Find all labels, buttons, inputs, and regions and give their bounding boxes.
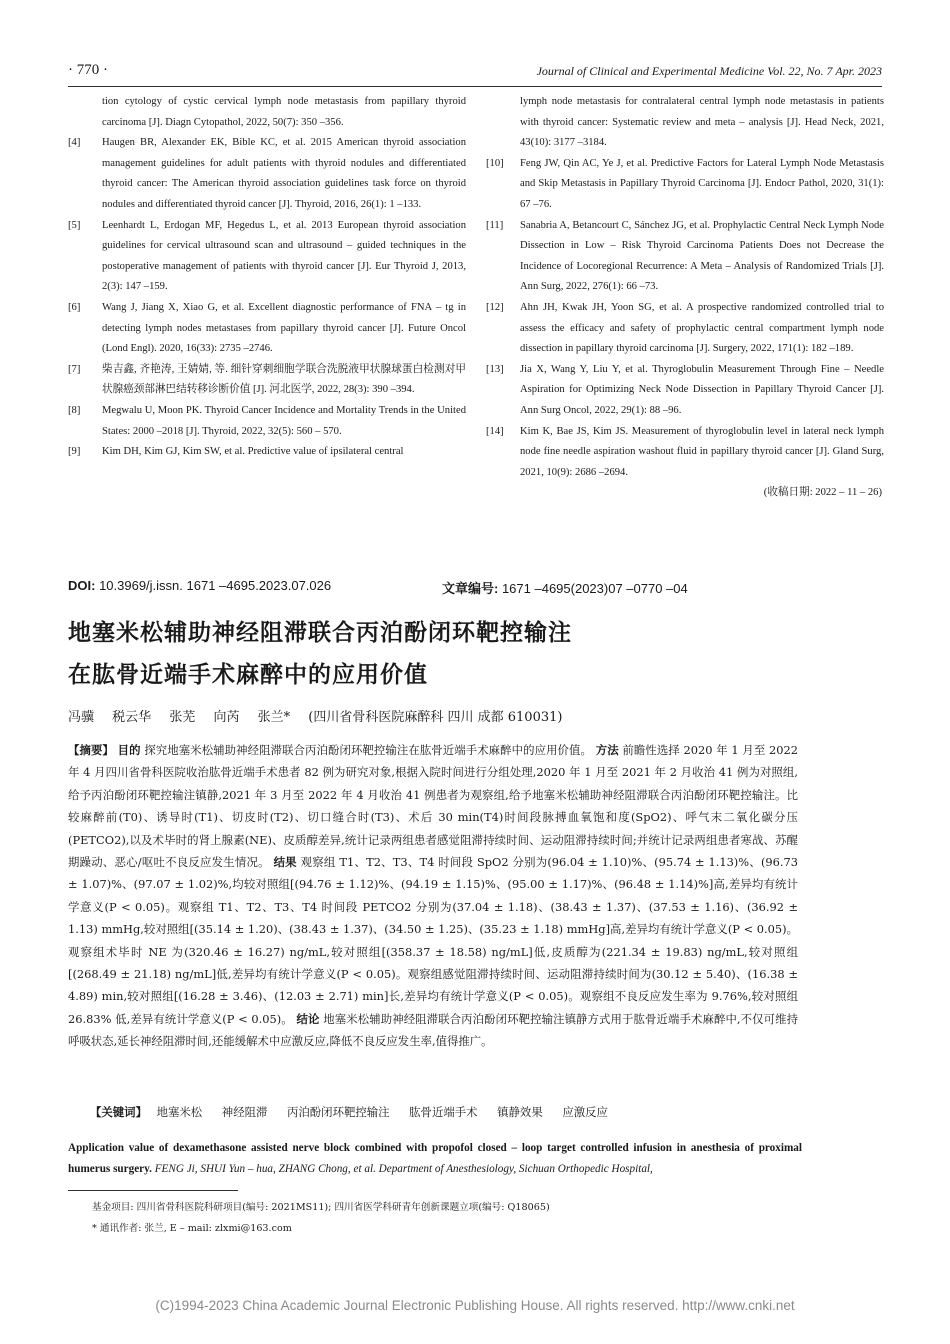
references-right-column [486, 92, 884, 504]
reference-item: lymph node metastasis for contralateral central lymph node metastasis in patients with thyroid cancer: Systematic review and meta – analysis [J]. Head Neck, 2021, 43(10): 3177 –3184. [520, 96, 884, 149]
author: 张芜 [169, 710, 196, 725]
reference-item: [10] Feng JW, Qin AC, Ye J, et al. Predictive Factors for Lateral Lymph Node Metastasis and Skip Metastasis in Papillary Thyroid Carcinoma [J]. Endocr Pathol, 2020, 31(1): 67 –76. [486, 157, 884, 210]
journal-citation: Journal of Clinical and Experimental Medicine Vol. 22, No. 7 Apr. 2023 [536, 64, 882, 78]
references-left-column [68, 92, 466, 463]
abstract [68, 739, 798, 1053]
author: 税云华 [112, 710, 152, 725]
reference-item: [7] 柴吉鑫, 齐艳涛, 王婧婧, 等. 细针穿刺细胞学联合洗脱液甲状腺球蛋白检测对甲状腺癌颈部淋巴结转移诊断价值 [J]. 河北医学, 2022, 28(3): 390 –394. [68, 363, 466, 396]
keyword: 地塞米松 [156, 1105, 203, 1119]
title-line: 在肱骨近端手术麻醉中的应用价值 [68, 662, 428, 688]
header-rule [68, 86, 882, 87]
article-title [68, 612, 882, 696]
reference-item: [12] Ahn JH, Kwak JH, Yoon SG, et al. A prospective randomized controlled trial to assess the efficacy and safety of prophylactic central compartment lymph node dissection in papillary thyroid carcinoma [J]. Surgery, 2022, 171(1): 182 –189. [486, 301, 884, 355]
copyright-watermark: (C)1994-2023 China Academic Journal Electronic Publishing House. All rights reserved. http://www.cnki.net [155, 1298, 795, 1313]
objective-label: 目的 [117, 743, 141, 757]
objective-text: 探究地塞米松辅助神经阻滞联合丙泊酚闭环靶控输注在肱骨近端手术麻醉中的应用价值。 [144, 743, 592, 757]
reference-item: [4] Haugen BR, Alexander EK, Bible KC, et al. 2015 American thyroid association management guidelines for adult patients with thyroid nodules and differentiated thyroid cancer: The American thyroid association guidelines task force on thyroid nodules and differentiated thyroid cancer [J]. Thyroid, 2016, 26(1): 1 –133. [68, 137, 466, 210]
methods-label: 方法 [595, 743, 619, 757]
reference-item: tion cytology of cystic cervical lymph node metastasis from papillary thyroid carcinoma [J]. Diagn Cytopathol, 2022, 50(7): 350 –356. [102, 96, 466, 128]
page-number: · 770 · [68, 62, 108, 78]
keywords [90, 1104, 624, 1120]
methods-text: 前瞻性选择 2020 年 1 月至 2022 年 4 月四川省骨科医院收治肱骨近端手术患者 82 例为研究对象,根据入院时间进行分组处理,2020 年 1 月至 2021 年 2 月收治 41 例为对照组,给予丙泊酚闭环靶控输注镇静,2021 年 3 月至 2022 年 4 月收治 41 例患者为观察组,给予地塞米松辅助神经阻滞联合丙泊酚闭环靶控输注。比较麻醉前(T0)、诱导时(T1)、切皮时(T2)、切口缝合时(T3)、术后 30 min(T4)时间段脉搏血氧饱和度(SpO2)、呼气末二氧化碳分压(PETCO2),以及术毕时的肾上腺素(NE)、皮质醇差异,统计记录两组患者感觉阻滞持续时间、运动阻滞持续时间;并统计记录两组患者寒战、苏醒期躁动、恶心/呕吐不良反应发生情况。 [68, 743, 799, 870]
footnote-rule [68, 1190, 238, 1191]
author-line [68, 706, 576, 725]
keyword: 应激反应 [562, 1105, 608, 1119]
affiliation: (四川省骨科医院麻醉科 四川 成都 610031) [308, 710, 563, 725]
results-label: 结果 [273, 855, 297, 870]
reference-item: [8] Megwalu U, Moon PK. Thyroid Cancer Incidence and Mortality Trends in the United States: 2000 –2018 [J]. Thyroid, 2022, 32(5): 560 – 570. [68, 404, 466, 437]
reference-item: [5] Leenhardt L, Erdogan MF, Hegedus L, et al. 2013 European thyroid association guidelines for cervical ultrasound scan and ultrasound – guided techniques in the postoperative management of patients with thyroid cancer [J]. Eur Thyroid J, 2013, 2(3): 147 –159. [68, 219, 466, 293]
reference-item: [11] Sanabria A, Betancourt C, Sánchez JG, et al. Prophylactic Central Neck Lymph Node Dissection in Low – Risk Thyroid Carcinoma Patients Does not Decrease the Incidence of Locoregional Recurrence: A Meta – Analysis of Randomized Trials [J]. Ann Surg, 2022, 276(1): 66 –73. [486, 219, 884, 293]
conclusion-label: 结论 [296, 1011, 320, 1026]
reference-item: [6] Wang J, Jiang X, Xiao G, et al. Excellent diagnostic performance of FNA – tg in detecting lymph nodes metastases from papillary thyroid cancer [J]. Future Oncol (Lond Engl). 2020, 16(33): 2735 –2746. [68, 301, 466, 355]
english-abstract-header [68, 1138, 802, 1180]
abstract-label: 【摘要】 [68, 743, 114, 757]
doi: DOI: 10.3969/j.issn. 1671 –4695.2023.07.026 [68, 578, 332, 593]
keyword: 神经阻滞 [221, 1105, 268, 1119]
keywords-label: 【关键词】 [90, 1105, 147, 1119]
author: 冯骥 [68, 710, 95, 725]
english-title: Application value of dexamethasone assisted nerve block combined with propofol closed – loop target controlled infusion in anesthesia of proximal humerus surgery. [68, 1142, 802, 1175]
author: 张兰* [257, 710, 291, 725]
reference-item: [13] Jia X, Wang Y, Liu Y, et al. Thyroglobulin Measurement Through Fine – Needle Aspiration for Optimizing Neck Node Dissection in Papillary Thyroid Cancer [J]. Ann Surg Oncol, 2022, 29(1): 88 –96. [486, 363, 884, 416]
keyword: 肱骨近端手术 [409, 1105, 478, 1119]
corresponding-author-footnote: * 通讯作者: 张兰, E – mail: zlxmi@163.com [92, 1223, 292, 1234]
reference-item: [9] Kim DH, Kim GJ, Kim SW, et al. Predictive value of ipsilateral central [68, 446, 404, 458]
conclusion-text: 地塞米松辅助神经阻滞联合丙泊酚闭环靶控输注镇静方式用于肱骨近端手术麻醉中,不仅可维持呼吸状态,延长神经阻滞时间,还能缓解术中应激反应,降低不良反应发生率,值得推广。 [68, 1011, 799, 1049]
keyword: 丙泊酚闭环靶控输注 [287, 1105, 390, 1119]
title-line: 地塞米松辅助神经阻滞联合丙泊酚闭环靶控输注 [68, 620, 572, 646]
english-authors: FENG Ji, SHUI Yun – hua, ZHANG Chong, et al. Department of Anesthesiology, Sichuan Orthopedic Hospital, [154, 1163, 653, 1175]
reference-item: [14] Kim K, Bae JS, Kim JS. Measurement of thyroglobulin level in lateral neck lymph node fine needle aspiration washout fluid in papillary thyroid cancer [J]. Gland Surg, 2021, 10(9): 2686 –2694. [486, 425, 884, 478]
article-number: 文章编号: 1671 –4695(2023)07 –0770 –04 [442, 581, 688, 596]
page-header [68, 62, 882, 84]
results-text: 观察组 T1、T2、T3、T4 时间段 SpO2 分别为(96.04 ± 1.10)%、(95.74 ± 1.13)%、(96.73 ± 1.07)%、(97.07 ± 1.02)%,均较对照组[(94.76 ± 1.12)%、(94.19 ± 1.15)%、(95.00 ± 1.17)%、(96.48 ± 1.14)%]高,差异均有统计学意义(P < 0.05)。观察组 T1、T2、T3、T4 时间段 PETCO2 分别为(37.04 ± 1.18)、(38.43 ± 1.37)、(37.53 ± 1.16)、(36.92 ± 1.13) mmHg,较对照组[(35.14 ± 1.20)、(38.43 ± 1.37)、(34.50 ± 1.25)、(35.23 ± 1.18) mmHg]高,差异均有统计学意义(P < 0.05)。观察组术毕时 NE 为(320.46 ± 16.27) ng/mL,较对照组[(358.37 ± 18.58) ng/mL]低,皮质醇为(221.34 ± 19.83) ng/mL,较对照组[(268.49 ± 21.18) ng/mL]低,差异均有统计学意义(P < 0.05)。观察组感觉阻滞持续时间、运动阻滞持续时间为(30.12 ± 5.40)、(16.38 ± 4.89) min,较对照组[(16.28 ± 3.46)、(12.03 ± 2.71) min]长,差异均有统计学意义(P < 0.05)。观察组不良反应发生率为 9.76%,较对照组 26.83% 低,差异有统计学意义(P < 0.05)。 [68, 855, 799, 1026]
fund-footnote: 基金项目: 四川省骨科医院科研项目(编号: 2021MS11); 四川省医学科研青年创新课题立项(编号: Q18065) [92, 1202, 550, 1213]
keyword: 镇静效果 [497, 1105, 543, 1119]
author: 向芮 [213, 710, 240, 725]
received-date: (收稿日期: 2022 – 11 – 26) [763, 487, 882, 499]
